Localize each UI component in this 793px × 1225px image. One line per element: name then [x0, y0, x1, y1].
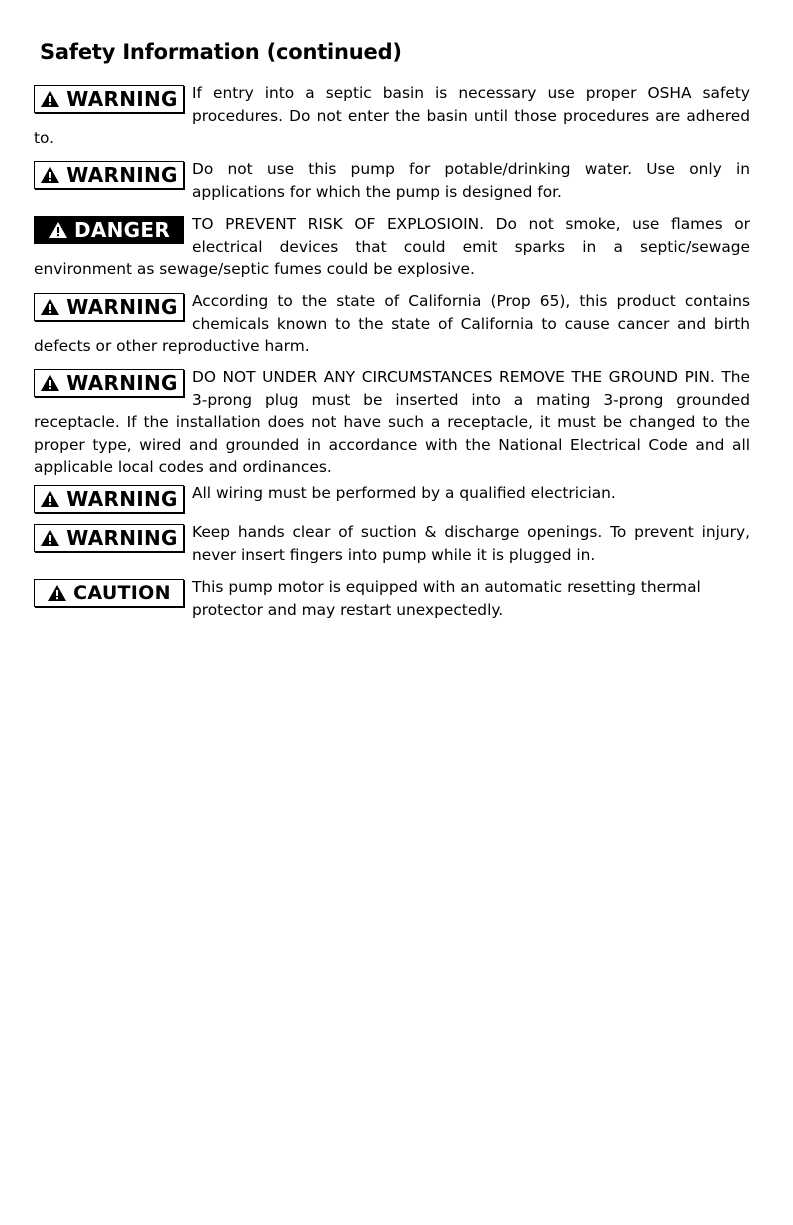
- notice-text: This pump motor is equipped with an automatic resetting thermal protector and may restart unexpectedly.: [192, 578, 701, 619]
- warning-triangle-icon: [40, 374, 60, 392]
- warning-triangle-icon: [40, 490, 60, 508]
- warning-triangle-icon: [48, 221, 68, 239]
- notice-text: According to the state of California (Prop 65), this product contains chemicals known to the state of California to cause cancer and birth defects or other reproductive harm.: [34, 292, 750, 355]
- warning-triangle-icon: [40, 298, 60, 316]
- notice-text: If entry into a septic basin is necessary use proper OSHA safety procedures. Do not enter the basin until those procedures are adhered to.: [34, 84, 750, 147]
- notice-warning-ground-pin: [34, 366, 750, 479]
- page-title: Safety Information (continued): [40, 40, 402, 64]
- danger-badge: [34, 216, 184, 244]
- warning-badge: [34, 85, 184, 113]
- notice-warning-potable-water: [34, 158, 750, 203]
- notice-warning-septic-entry: [34, 82, 750, 150]
- notice-warning-prop65: [34, 290, 750, 358]
- warning-triangle-icon: [40, 90, 60, 108]
- notice-text: TO PREVENT RISK OF EXPLOSIOIN. Do not smoke, use flames or electrical devices that could emit sparks in a septic/sewage environment as sewage/septic fumes could be explosive.: [34, 215, 750, 278]
- warning-badge: [34, 524, 184, 552]
- notice-danger-explosion: [34, 213, 750, 281]
- warning-badge: [34, 161, 184, 189]
- caution-badge-label: CAUTION: [73, 581, 171, 604]
- notice-caution-thermal: [34, 576, 750, 621]
- notice-warning-wiring: [34, 482, 750, 515]
- warning-triangle-icon: [40, 529, 60, 547]
- warning-badge-label: WARNING: [66, 486, 178, 511]
- notice-text: DO NOT UNDER ANY CIRCUMSTANCES REMOVE THE GROUND PIN. The 3-prong plug must be inserted into a mating 3-prong grounded receptacle. If the installation does not have such a receptacle, it must be changed to the proper type, wired and grounded in accordance with the National Electrical Code and all applicable local codes and ordinances.: [34, 368, 750, 476]
- warning-badge-label: WARNING: [66, 525, 178, 550]
- danger-badge-label: DANGER: [73, 217, 171, 242]
- warning-triangle-icon: [47, 584, 67, 602]
- notice-text: Do not use this pump for potable/drinking water. Use only in applications for which the pump is designed for.: [192, 160, 750, 201]
- notice-warning-hands-clear: [34, 521, 750, 566]
- warning-badge: [34, 293, 184, 321]
- warning-badge-label: WARNING: [66, 86, 178, 111]
- warning-badge: [34, 485, 184, 513]
- warning-badge-label: WARNING: [66, 162, 178, 187]
- warning-badge: [34, 369, 184, 397]
- warning-badge-label: WARNING: [66, 370, 178, 395]
- caution-badge: [34, 579, 184, 607]
- notice-text: Keep hands clear of suction & discharge openings. To prevent injury, never insert fingers into pump while it is plugged in.: [192, 523, 750, 564]
- warning-badge-label: WARNING: [66, 294, 178, 319]
- warning-triangle-icon: [40, 166, 60, 184]
- notice-text: All wiring must be performed by a qualified electrician.: [192, 484, 616, 502]
